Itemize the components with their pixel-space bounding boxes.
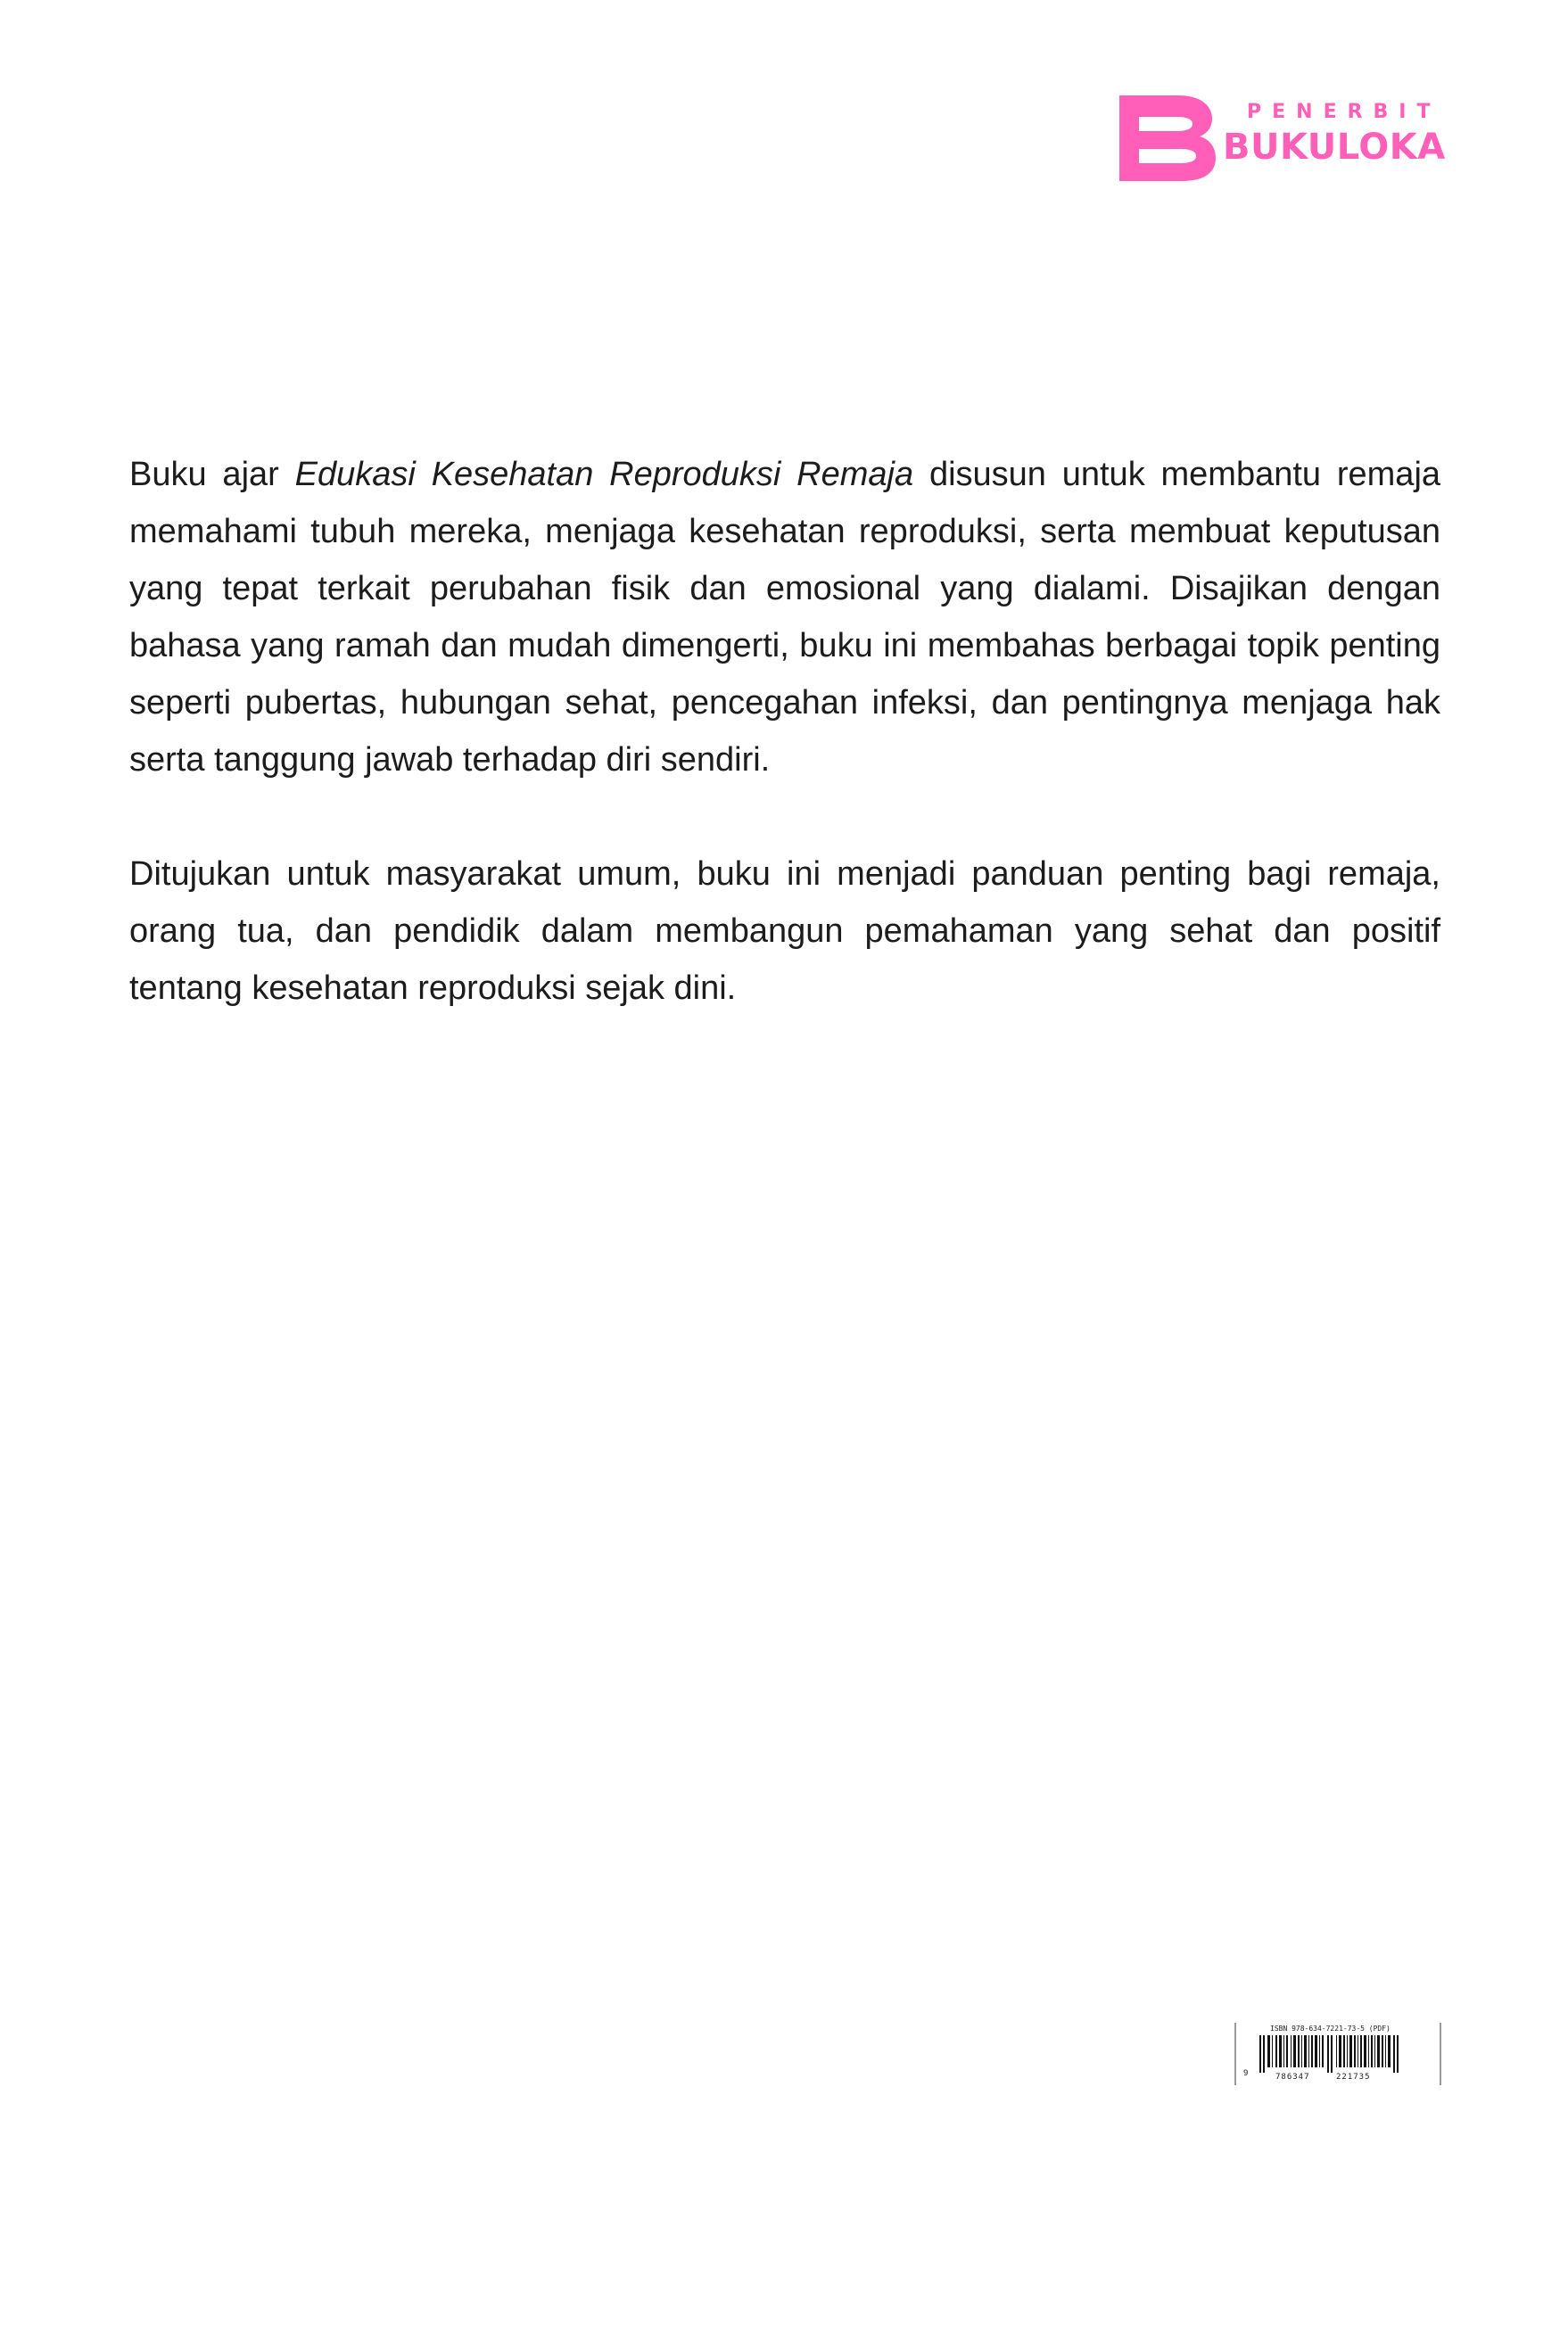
barcode-left-digits: 786347 bbox=[1275, 2073, 1310, 2082]
publisher-label: PENERBIT bbox=[1247, 101, 1441, 123]
synopsis-body: disusun untuk membantu remaja memahami tubuh mereka, menjaga kesehatan reproduksi, serta membuat keputusan yang tepat terkait perubahan fisik dan emosional yang dialami. Disajikan dengan bahasa yang ramah dan mudah dimengerti, buku ini membahas berbagai topik penting seperti pubertas, hubungan sehat, pencegahan infeksi, dan pentingnya menjaga hak serta tanggung jawab terhadap diri sendiri. bbox=[129, 456, 1441, 779]
synopsis-paragraph-1 bbox=[129, 446, 1440, 788]
synopsis-lead: Buku ajar bbox=[129, 456, 295, 493]
barcode-first-digit: 9 bbox=[1243, 2069, 1249, 2078]
publisher-logo bbox=[1119, 95, 1446, 181]
bukuloka-b-logo-icon bbox=[1119, 95, 1216, 181]
barcode-bars-icon bbox=[1259, 2035, 1416, 2073]
isbn-label: ISBN 978-634-7221-73-5 (PDF) bbox=[1270, 2025, 1391, 2033]
barcode-right-rule bbox=[1440, 2023, 1441, 2085]
barcode-right-digits: 221735 bbox=[1336, 2073, 1371, 2082]
publisher-name: BUKULOKA bbox=[1223, 127, 1446, 168]
barcode-left-rule bbox=[1234, 2023, 1236, 2085]
synopsis-paragraph-2: Ditujukan untuk masyarakat umum, buku ini menjadi panduan penting bagi remaja, orang tua, dan pendidik dalam membangun pemahaman yang sehat dan positif tentang kesehatan reproduksi sejak dini. bbox=[129, 855, 1440, 1007]
book-title: Edukasi Kesehatan Reproduksi Remaja bbox=[294, 456, 914, 493]
book-synopsis bbox=[129, 446, 1440, 1017]
isbn-barcode bbox=[1234, 2023, 1441, 2085]
